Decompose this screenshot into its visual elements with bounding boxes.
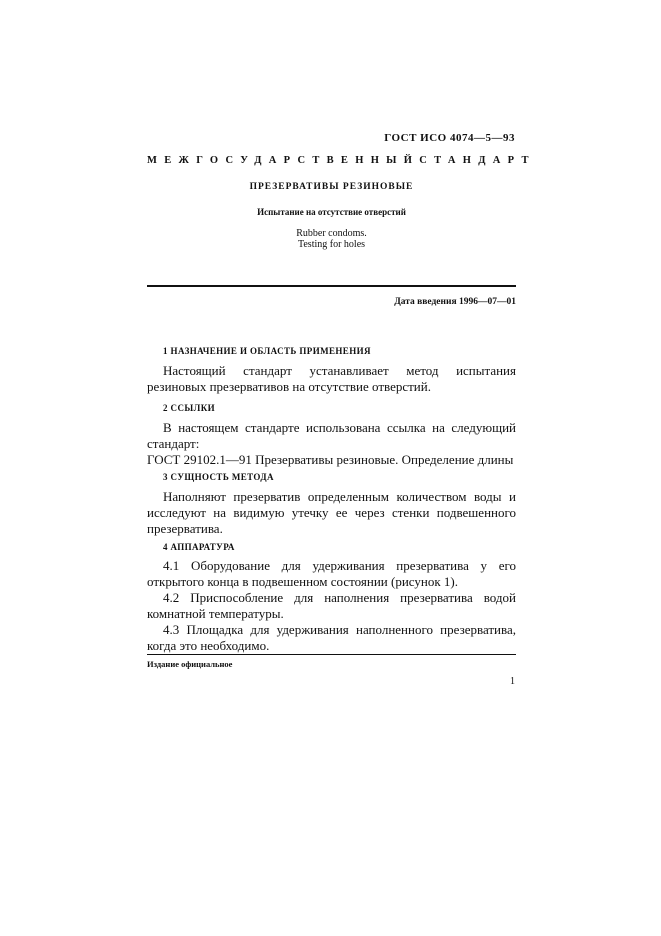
- page-number: 1: [510, 676, 515, 687]
- paragraph: 4.1 Оборудование для удерживания презерватива у его открытого конца в подвешенном состоянии (рисунок 1).: [147, 558, 516, 589]
- reference-line: ГОСТ 29102.1—91 Презервативы резиновые. Определение длины: [147, 452, 514, 467]
- section-heading-3: 3 СУЩНОСТЬ МЕТОДА: [163, 472, 274, 482]
- english-title-line2: Testing for holes: [297, 239, 366, 250]
- standard-number: ГОСТ ИСО 4074—5—93: [384, 132, 515, 144]
- paragraph: 4.2 Приспособление для наполнения презерватива водой комнатной температуры.: [147, 590, 516, 621]
- paragraph: В настоящем стандарте использована ссылка на следующий стандарт:: [147, 420, 516, 451]
- english-title-line1: Rubber condoms.: [296, 228, 367, 239]
- paragraph: Наполняют презерватив определенным количеством воды и исследуют на видимую утечку ее через стенки подвешенного презерватива.: [147, 489, 516, 536]
- effective-date: Дата введения 1996—07—01: [394, 297, 516, 307]
- interstate-standard-banner: [147, 155, 536, 166]
- section-body-1: [147, 363, 516, 395]
- section-heading-2: 2 ССЫЛКИ: [163, 403, 216, 413]
- footer-divider: [147, 654, 516, 655]
- interstate-word: МЕЖГОСУДАРСТВЕННЫЙ: [147, 155, 420, 166]
- document-subtitle: Испытание на отсутствие отверстий: [257, 207, 406, 217]
- standard-word: СТАНДАРТ: [419, 155, 536, 166]
- section-heading-4: 4 АППАРАТУРА: [163, 542, 235, 552]
- section-body-3: [147, 489, 516, 537]
- official-edition-note: Издание официальное: [147, 659, 233, 669]
- paragraph: 4.3 Площадка для удерживания наполненного презерватива, когда это необходимо.: [147, 622, 516, 653]
- header-divider: [147, 285, 516, 287]
- english-title: [147, 228, 516, 250]
- section-heading-1: 1 НАЗНАЧЕНИЕ И ОБЛАСТЬ ПРИМЕНЕНИЯ: [163, 346, 371, 356]
- section-body-2: [147, 420, 516, 468]
- paragraph: Настоящий стандарт устанавливает метод испытания резиновых презервативов на отсутствие отверстий.: [147, 363, 516, 394]
- section-body-4: [147, 558, 516, 654]
- document-title: ПРЕЗЕРВАТИВЫ РЕЗИНОВЫЕ: [249, 182, 414, 192]
